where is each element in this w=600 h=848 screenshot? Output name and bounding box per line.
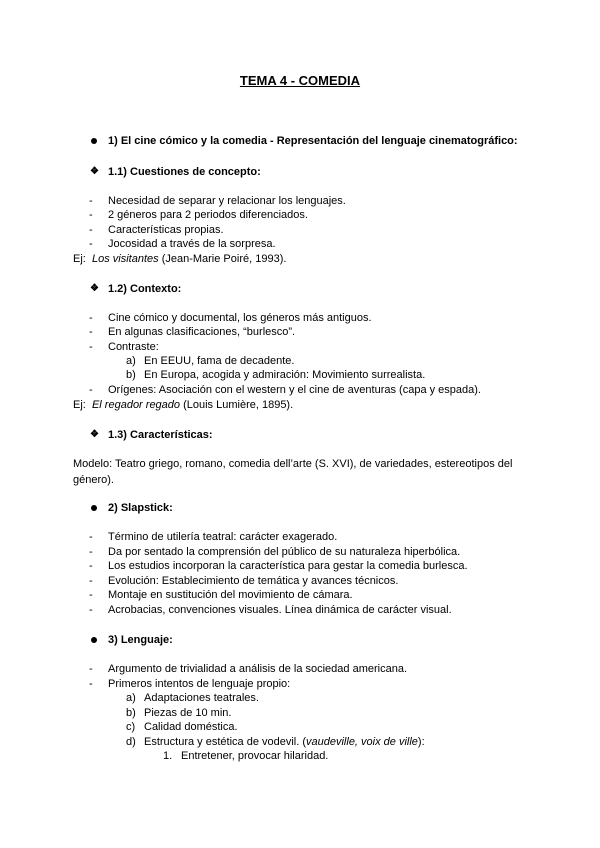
example-line: Ej: El regador regado (Louis Lumière, 1895). [73, 399, 294, 411]
document-page: TEMA 4 - COMEDIA 1) El cine cómico y la comedia - Representación del lenguaje cinematográfico: ❖ 1.1) Cuestiones de concepto: - Necesidad de separar y relacionar los lenguajes. - 2 géneros para 2 periodos diferenciados. - Características propias. - Jocosidad a través de la sorpresa. Ej: Los visitantes (Jean-Marie Poiré, 1993). ❖ 1.2) Contexto: - Cine cómico y documental, los géneros más antiguos. - En algunas clasificaciones, “burlesco”. - Contraste: a) En EEUU, fama de decadente. b) En Europa, acogida y admiración: Movimiento surrealista. - Orígenes: Asociación con el western y el cine de aventuras (capa y espada). Ej: El regador regado (Louis Lumière, 1895). ❖ 1.3) Características: Modelo: Teatro griego, romano, comedia dell’arte (S. XVI), de variedades, estereotipos del género). 2) Slapstick: - Término de utilería teatral: carácter exagerado. - Da por sentado la comprensión del público de su naturaleza hiperbólica. - Los estudios incorporan la característica para gestar la comedia burlesca. - Evolución: Establecimiento de temática y avances técnicos. - Montaje en sustitución del movimiento de cámara. - Acrobacias, convenciones visuales. Línea dinámica de carácter visual. 3) Lenguaje: - Argumento de trivialidad a análisis de la sociedad americana. - Primeros intentos de lenguaje propio: a) Adaptaciones teatrales. b) Piezas de 10 min. c) Calidad doméstica. d) Estructura y estética de vodevil. (vaudeville, voix de ville): 1. Entretener, provocar hilaridad. [0, 0, 600, 848]
bullet-dot-icon [91, 505, 97, 511]
example-line: Ej: Los visitantes (Jean-Marie Poiré, 1993). [73, 253, 287, 265]
diamond-bullet-icon: ❖ [90, 283, 99, 294]
page-title: TEMA 4 - COMEDIA [239, 73, 361, 88]
diamond-bullet-icon: ❖ [90, 166, 99, 177]
model-paragraph: Modelo: Teatro griego, romano, comedia dell’arte (S. XVI), de variedades, estereotipos del género). [73, 458, 513, 486]
bullet-dot-icon [91, 637, 97, 643]
diamond-bullet-icon: ❖ [90, 429, 99, 440]
bullet-dot-icon [91, 138, 97, 144]
